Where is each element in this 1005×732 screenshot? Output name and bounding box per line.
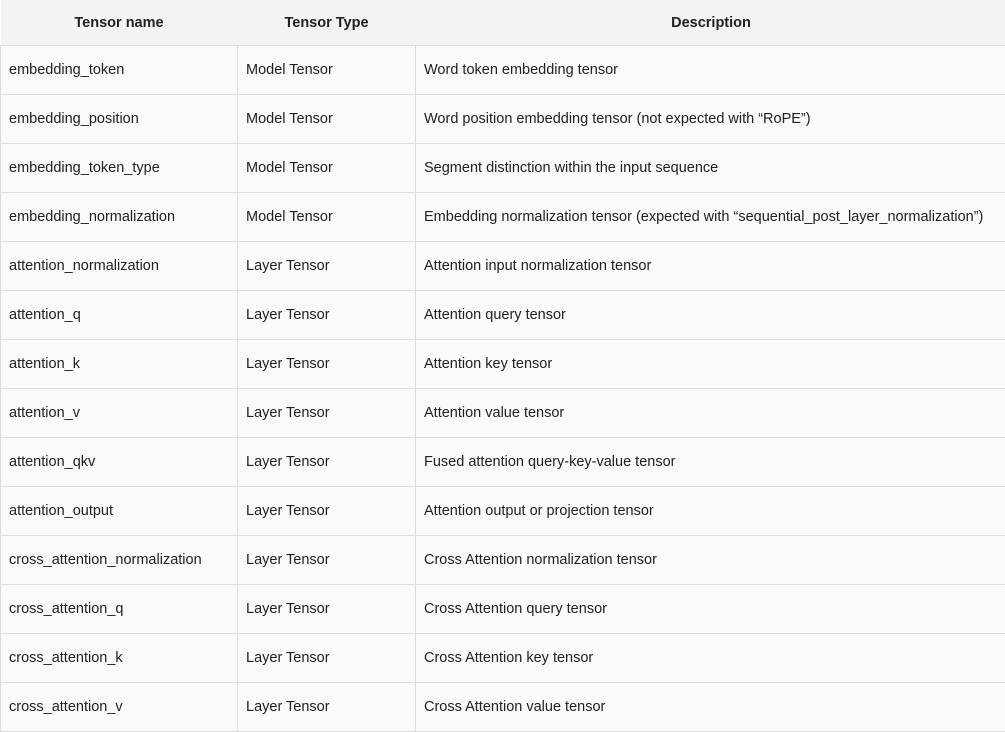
cell-tensor-name: attention_qkv	[1, 438, 238, 487]
header-tensor-name: Tensor name	[1, 0, 238, 46]
cell-description: Attention query tensor	[416, 291, 1005, 340]
table-row	[1, 46, 1005, 95]
cell-description: Attention output or projection tensor	[416, 487, 1005, 536]
cell-tensor-type: Model Tensor	[238, 95, 416, 144]
cell-tensor-type: Layer Tensor	[238, 487, 416, 536]
cell-tensor-name: cross_attention_k	[1, 634, 238, 683]
table-row	[1, 634, 1005, 683]
cell-tensor-name: embedding_token_type	[1, 144, 238, 193]
cell-tensor-name: embedding_normalization	[1, 193, 238, 242]
cell-tensor-type: Layer Tensor	[238, 438, 416, 487]
cell-tensor-name: attention_q	[1, 291, 238, 340]
cell-tensor-type: Layer Tensor	[238, 389, 416, 438]
cell-tensor-type: Layer Tensor	[238, 585, 416, 634]
cell-tensor-name: attention_output	[1, 487, 238, 536]
cell-tensor-type: Layer Tensor	[238, 242, 416, 291]
table-row	[1, 389, 1005, 438]
header-row	[1, 0, 1005, 46]
cell-tensor-name: cross_attention_q	[1, 585, 238, 634]
cell-tensor-type: Layer Tensor	[238, 683, 416, 732]
cell-description: Segment distinction within the input sequence	[416, 144, 1005, 193]
cell-tensor-type: Model Tensor	[238, 46, 416, 95]
table-row	[1, 438, 1005, 487]
table-row	[1, 242, 1005, 291]
cell-description: Fused attention query-key-value tensor	[416, 438, 1005, 487]
table-body	[1, 46, 1005, 732]
cell-tensor-name: embedding_token	[1, 46, 238, 95]
cell-tensor-name: attention_k	[1, 340, 238, 389]
table-row	[1, 95, 1005, 144]
cell-description: Cross Attention key tensor	[416, 634, 1005, 683]
table-header	[1, 0, 1005, 46]
cell-description: Cross Attention normalization tensor	[416, 536, 1005, 585]
table-row	[1, 291, 1005, 340]
cell-description: Attention input normalization tensor	[416, 242, 1005, 291]
cell-tensor-type: Layer Tensor	[238, 634, 416, 683]
cell-tensor-type: Model Tensor	[238, 144, 416, 193]
cell-tensor-name: embedding_position	[1, 95, 238, 144]
cell-description: Attention key tensor	[416, 340, 1005, 389]
cell-tensor-type: Model Tensor	[238, 193, 416, 242]
table-row	[1, 340, 1005, 389]
cell-tensor-type: Layer Tensor	[238, 536, 416, 585]
table-row	[1, 487, 1005, 536]
cell-tensor-type: Layer Tensor	[238, 291, 416, 340]
header-description: Description	[416, 0, 1005, 46]
cell-description: Cross Attention query tensor	[416, 585, 1005, 634]
cell-description: Word token embedding tensor	[416, 46, 1005, 95]
table-row	[1, 585, 1005, 634]
cell-tensor-name: cross_attention_normalization	[1, 536, 238, 585]
cell-description: Attention value tensor	[416, 389, 1005, 438]
cell-description: Word position embedding tensor (not expected with “RoPE”)	[416, 95, 1005, 144]
table-row	[1, 193, 1005, 242]
table-row	[1, 683, 1005, 732]
table-row	[1, 536, 1005, 585]
cell-description: Embedding normalization tensor (expected with “sequential_post_layer_normalization”)	[416, 193, 1005, 242]
cell-tensor-name: attention_v	[1, 389, 238, 438]
cell-tensor-type: Layer Tensor	[238, 340, 416, 389]
table-row	[1, 144, 1005, 193]
cell-tensor-name: cross_attention_v	[1, 683, 238, 732]
cell-tensor-name: attention_normalization	[1, 242, 238, 291]
header-tensor-type: Tensor Type	[238, 0, 416, 46]
cell-description: Cross Attention value tensor	[416, 683, 1005, 732]
